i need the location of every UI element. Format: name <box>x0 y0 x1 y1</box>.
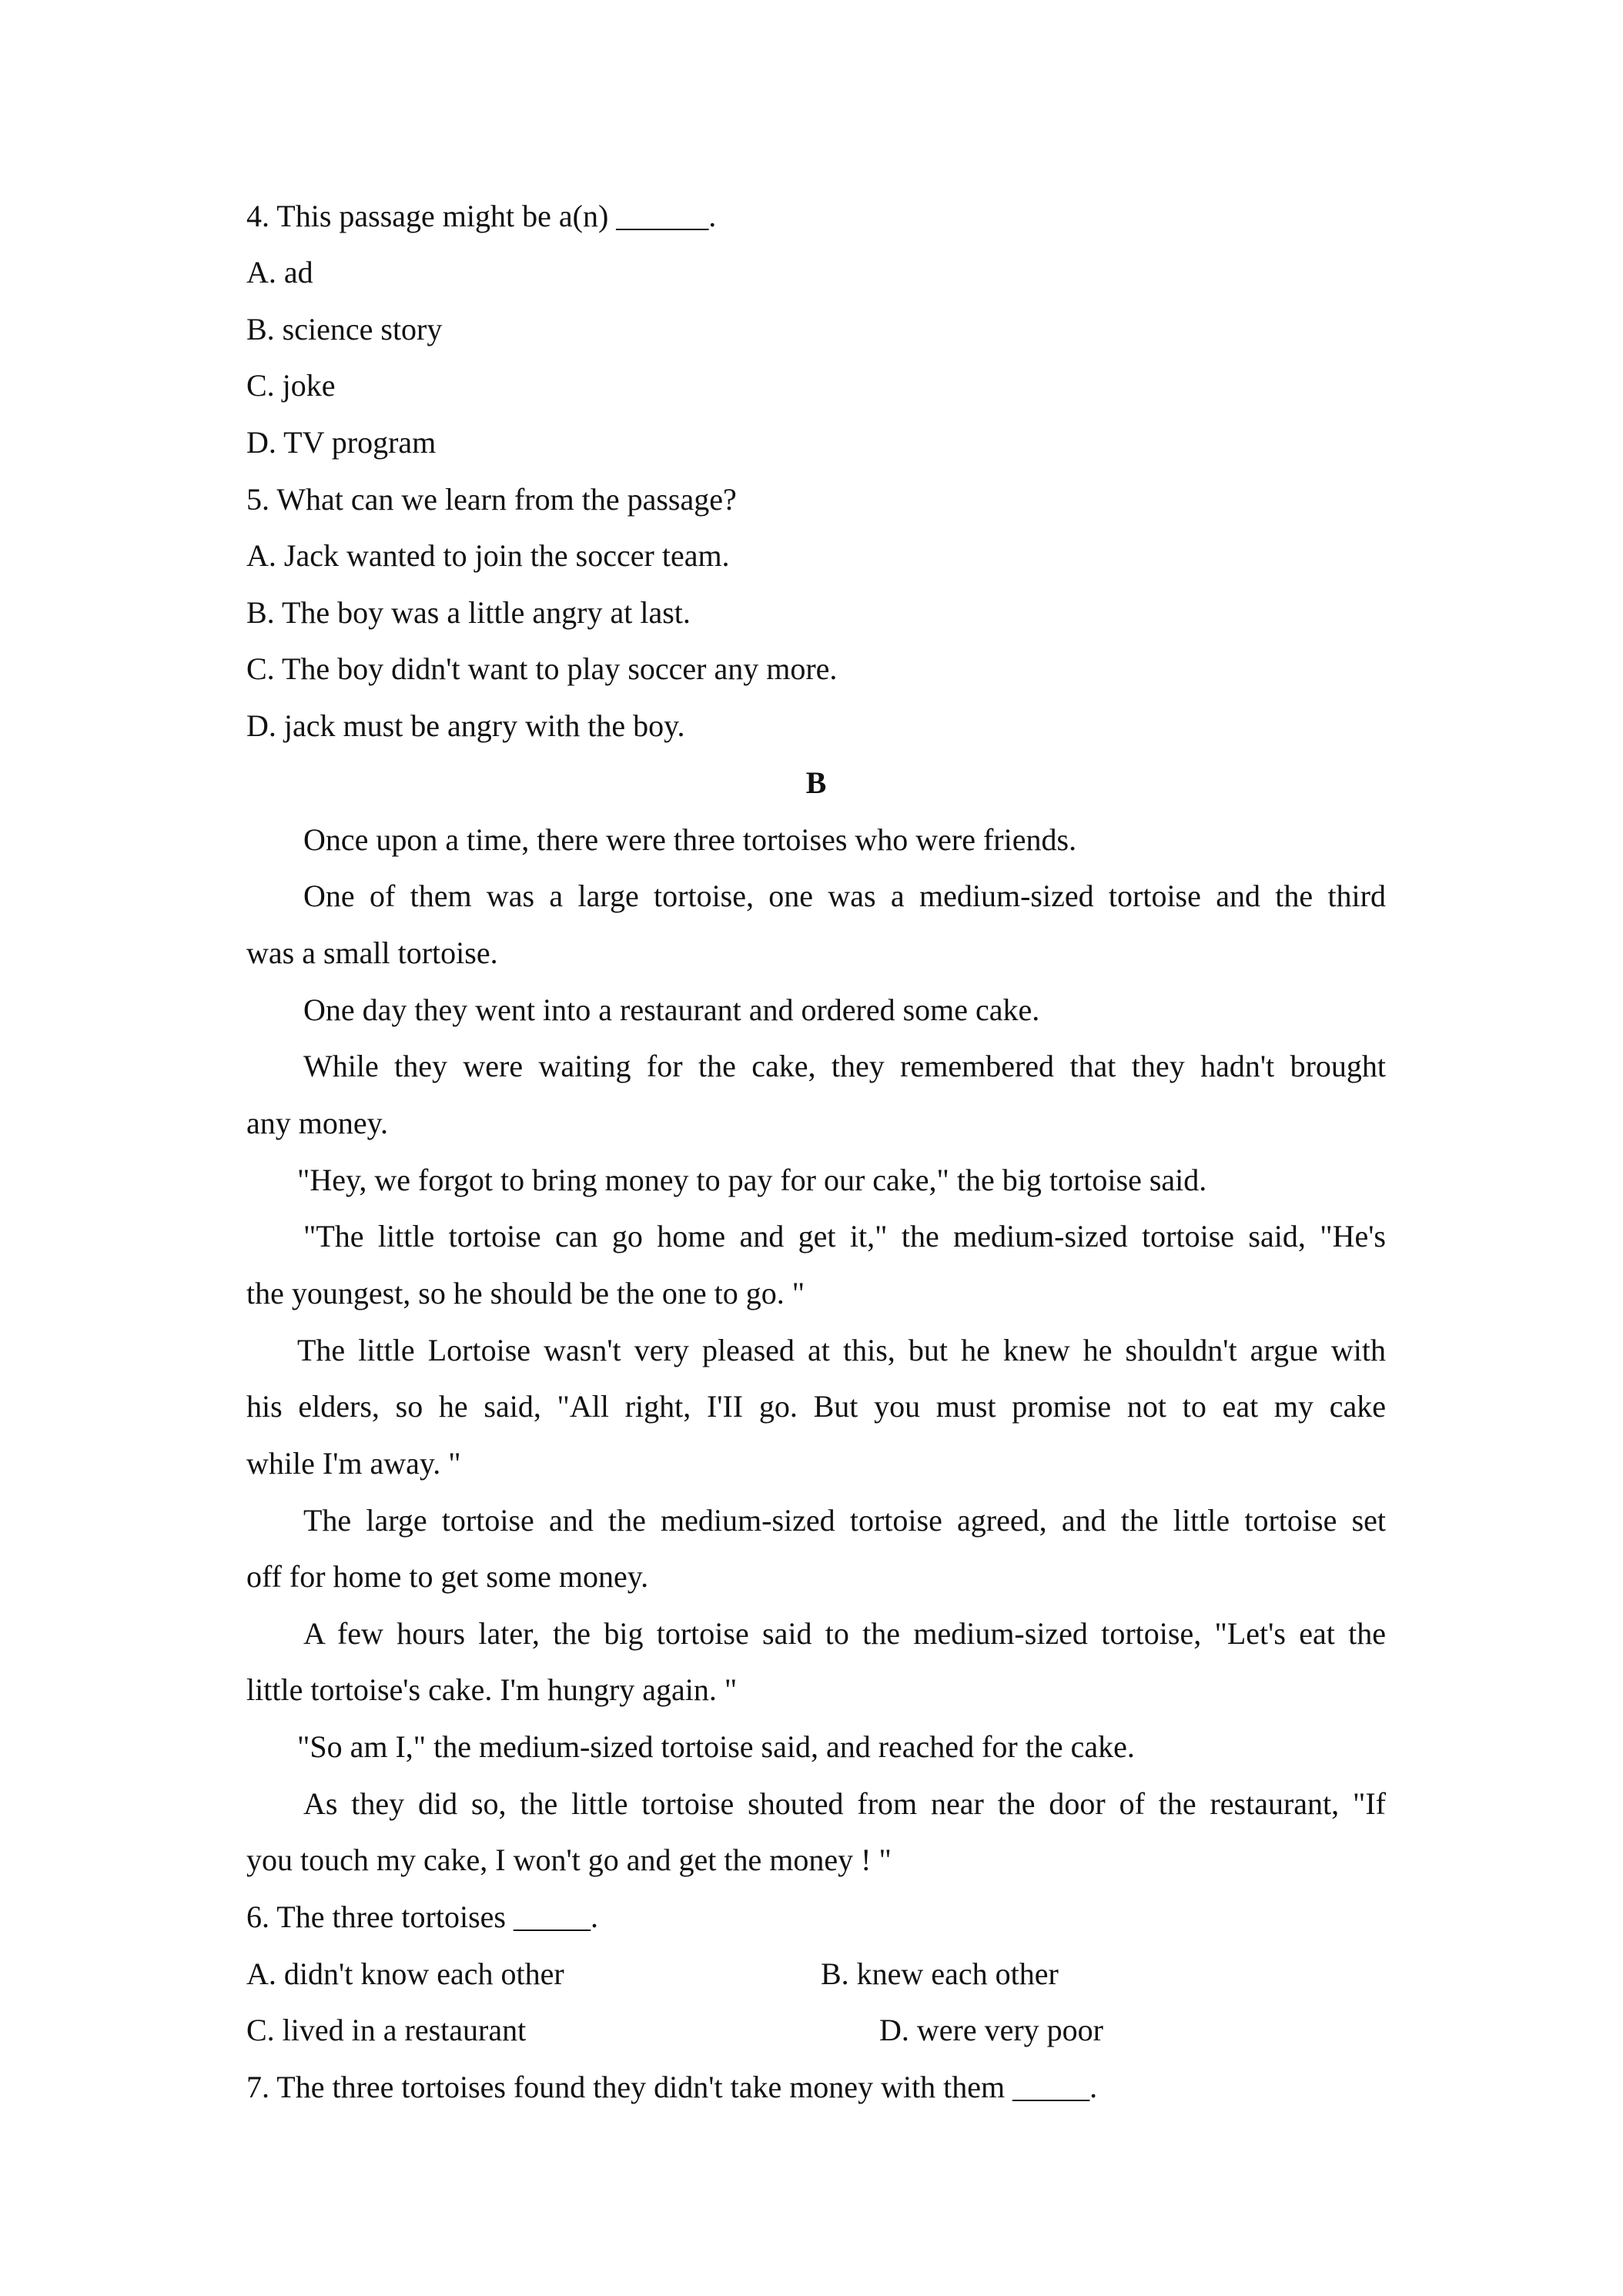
passage-line: While they were waiting for the cake, they remembered that they hadn't brought <box>303 1049 1386 1083</box>
passage-line: "The little tortoise can go home and get it," the medium-sized tortoise said, "He's <box>303 1219 1386 1253</box>
passage-line: The large tortoise and the medium-sized tortoise agreed, and the little tortoise set <box>303 1503 1386 1538</box>
passage-line: any money. <box>246 1106 389 1140</box>
passage-line: while I'm away. " <box>246 1446 461 1481</box>
passage-line: his elders, so he said, "All right, I'II go. But you must promise not to eat my cake <box>246 1389 1386 1424</box>
passage-line: the youngest, so he should be the one to go. " <box>246 1276 805 1310</box>
passage-line: was a small tortoise. <box>246 935 498 970</box>
passage-line: you touch my cake, I won't go and get the money ! " <box>246 1842 892 1877</box>
passage-line: The little Lortoise wasn't very pleased at this, but he knew he shouldn't argue with <box>297 1333 1386 1367</box>
question-5-option-a: A. Jack wanted to join the soccer team. <box>246 538 730 573</box>
question-5-option-d: D. jack must be angry with the boy. <box>246 708 685 743</box>
passage-line: As they did so, the little tortoise shouted from near the door of the restaurant, "If <box>303 1786 1386 1821</box>
question-6-option-b: B. knew each other <box>821 1956 1059 1991</box>
passage-line: One of them was a large tortoise, one was a medium-sized tortoise and the third <box>303 879 1386 913</box>
question-6-option-a: A. didn't know each other <box>246 1956 564 1991</box>
passage-line: One day they went into a restaurant and ordered some cake. <box>303 992 1040 1027</box>
question-6-stem: 6. The three tortoises _____. <box>246 1899 598 1934</box>
question-4-stem: 4. This passage might be a(n) ______. <box>246 199 717 233</box>
passage-line: little tortoise's cake. I'm hungry again. " <box>246 1672 738 1707</box>
question-4-option-d: D. TV program <box>246 425 437 460</box>
question-4-option-c: C. joke <box>246 368 336 403</box>
question-6-option-c: C. lived in a restaurant <box>246 2013 527 2047</box>
question-5-option-b: B. The boy was a little angry at last. <box>246 595 691 630</box>
question-5-option-c: C. The boy didn't want to play soccer any more. <box>246 651 838 686</box>
passage-line: "Hey, we forgot to bring money to pay for our cake," the big tortoise said. <box>297 1163 1207 1197</box>
question-4-option-a: A. ad <box>246 255 313 290</box>
passage-line: A few hours later, the big tortoise said to the medium-sized tortoise, "Let's eat the <box>303 1616 1386 1651</box>
question-4-option-b: B. science story <box>246 312 443 346</box>
section-b-heading: B <box>805 765 827 800</box>
question-7-stem: 7. The three tortoises found they didn't take money with them _____. <box>246 2070 1098 2104</box>
passage-line: "So am I," the medium-sized tortoise said, and reached for the cake. <box>297 1729 1135 1764</box>
passage-line: off for home to get some money. <box>246 1559 649 1594</box>
question-5-stem: 5. What can we learn from the passage? <box>246 482 737 517</box>
question-6-option-d: D. were very poor <box>879 2013 1103 2047</box>
passage-line: Once upon a time, there were three tortoises who were friends. <box>303 822 1077 857</box>
